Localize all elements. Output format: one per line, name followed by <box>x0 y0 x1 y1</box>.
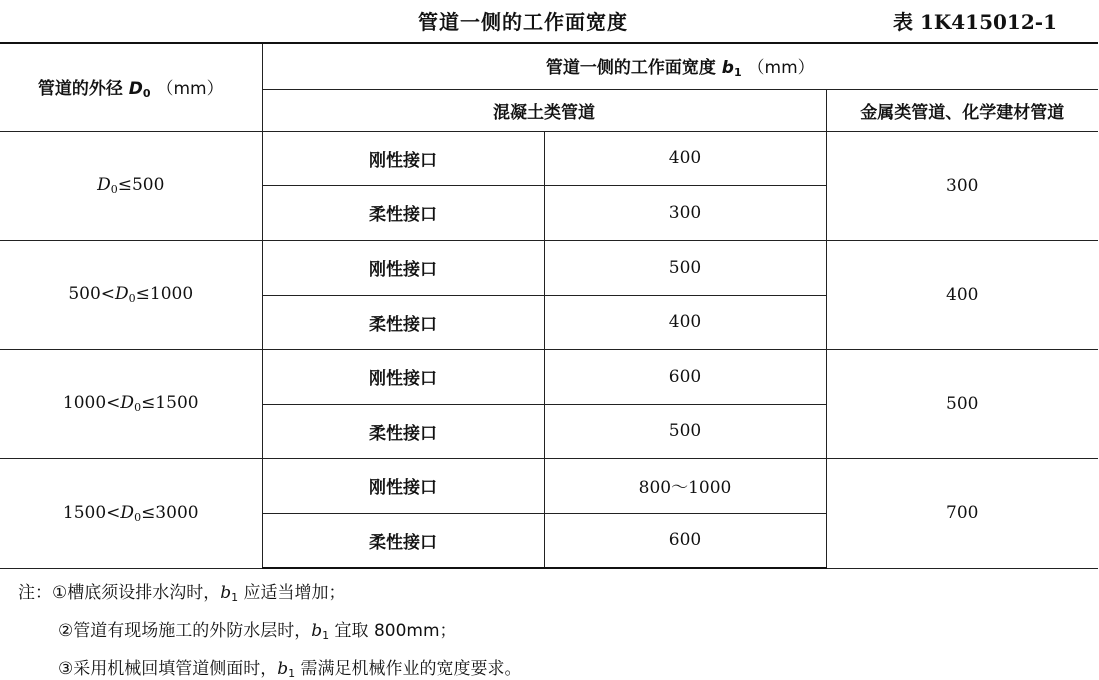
diameter-range: $1000<D_0\le 1500$ <box>0 349 262 458</box>
concrete-width-value: 600 <box>544 513 826 568</box>
table-title: 管道一侧的工作面宽度 <box>418 10 628 34</box>
concrete-width-value: 600 <box>544 349 826 404</box>
diameter-range: $1500<D_0\le 3000$ <box>0 458 262 568</box>
concrete-width-value: 400 <box>544 131 826 185</box>
joint-type-rigid: 刚性接口 <box>262 131 544 185</box>
concrete-width-value: 800～1000 <box>544 458 826 513</box>
note-2: ②管道有现场施工的外防水层时，$b_1$ 宜取 800mm； <box>58 621 457 642</box>
note-3: ③采用机械回填管道侧面时，$b_1$ 需满足机械作业的宽度要求。 <box>58 659 522 680</box>
concrete-width-value: 500 <box>544 404 826 458</box>
joint-type-flexible: 柔性接口 <box>262 404 544 458</box>
joint-type-flexible: 柔性接口 <box>262 295 544 349</box>
header-metal-pipe: 金属类管道、化学建材管道 <box>826 89 1098 131</box>
metal-width-value: 500 <box>826 349 1098 458</box>
joint-type-flexible: 柔性接口 <box>262 185 544 240</box>
note-1: 注：①槽底须设排水沟时，$b_1$ 应适当增加； <box>18 583 346 604</box>
joint-type-rigid: 刚性接口 <box>262 349 544 404</box>
header-work-width: 管道一侧的工作面宽度 $b_1$ （mm） <box>262 43 1098 89</box>
joint-type-rigid: 刚性接口 <box>262 240 544 295</box>
table-number-prefix: 表 <box>893 10 913 34</box>
metal-width-value: 700 <box>826 458 1098 568</box>
metal-width-value: 300 <box>826 131 1098 240</box>
concrete-width-value: 500 <box>544 240 826 295</box>
metal-width-value: 400 <box>826 240 1098 349</box>
header-outer-diameter: 管道的外径 $D_0$ （mm） <box>0 43 262 131</box>
header-concrete-pipe: 混凝土类管道 <box>262 89 826 131</box>
table-number-code: 1K415012-1 <box>919 10 1057 34</box>
diameter-range: $500<D_0\le 1000$ <box>0 240 262 349</box>
joint-type-flexible: 柔性接口 <box>262 513 544 568</box>
work-width-table <box>0 42 1098 569</box>
concrete-width-value: 400 <box>544 295 826 349</box>
diameter-range: $D_0\le 500$ <box>0 131 262 240</box>
table-number <box>893 6 1057 35</box>
notes-prefix: 注： <box>18 583 52 603</box>
joint-type-rigid: 刚性接口 <box>262 458 544 513</box>
concrete-width-value: 300 <box>544 185 826 240</box>
